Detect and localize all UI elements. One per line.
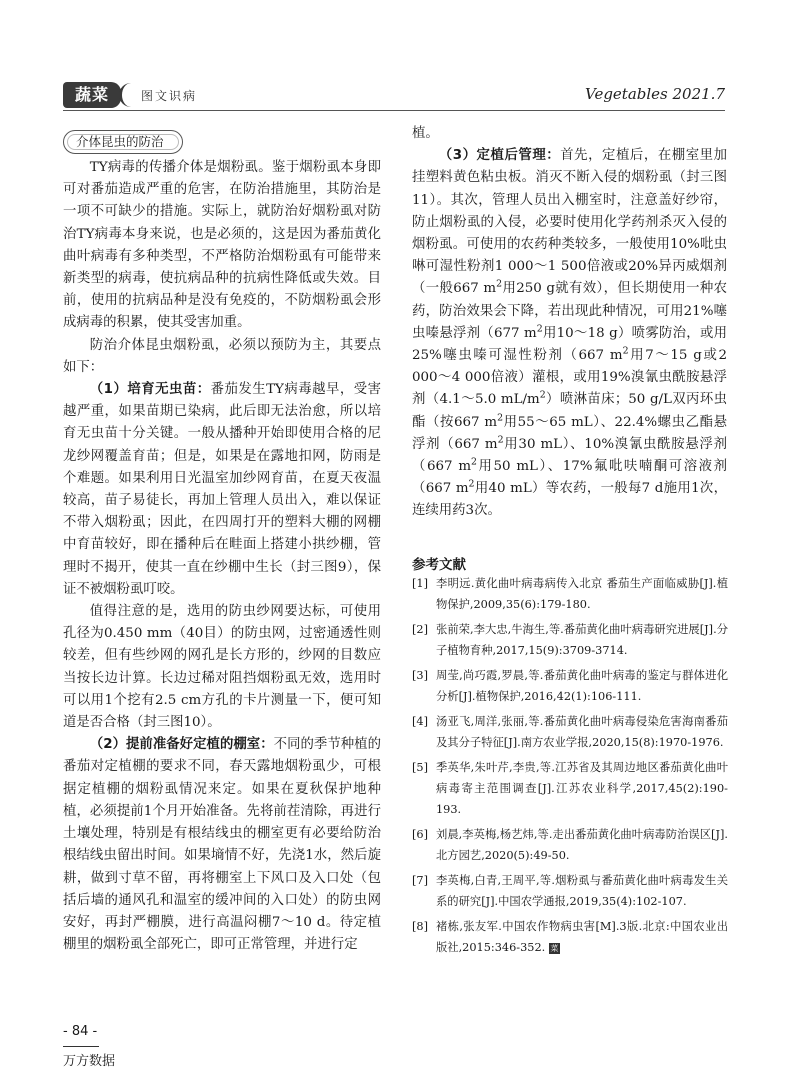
reference-number: [6] [412, 828, 429, 841]
reference-number: [7] [412, 874, 429, 887]
superscript: 2 [497, 412, 504, 424]
references-heading: 参考文献 [412, 557, 466, 573]
reference-item [412, 916, 728, 958]
reference-item [412, 619, 728, 661]
section-tag: 介体昆虫的防治 [63, 130, 183, 154]
superscript: 2 [471, 456, 477, 468]
reference-text: 褚栋,张友军.中国农作物病虫害[M].3版.北京:中国农业出版社,2015:346-352. [436, 920, 728, 954]
management-text: 用250 g就有效），但长期使用一种农药，防治效果会下降，若出现此种情况，可用21%噻虫嗪悬浮剂（677 m [412, 281, 727, 341]
header-rule [63, 110, 725, 111]
continued-text: 植。 [412, 126, 439, 141]
reference-number: [1] [412, 577, 429, 590]
footer-watermark: 万方数据 [63, 1054, 116, 1069]
management-text: 用50 mL）、17%氟吡呋喃酮可溶液剂（667 m [412, 459, 728, 497]
subheading-management: （3）定植后管理： [438, 148, 561, 164]
net-paragraph: 值得注意的是，选用的防虫纱网要达标，可使用孔径为0.450 mm（40目）的防虫网，过密通透性则较差，但有些纱网的网孔是长方形的，纱网的目数应当按长边计算。长边过稀对阻挡烟粉虱无效，选用时可以用1个挖有2.5 cm方孔的卡片测量一下，便可知道是否合格（封三图10）。 [63, 604, 381, 731]
page-number: - 84 - [63, 1024, 98, 1039]
reference-number: [3] [412, 669, 429, 682]
reference-text: 刘晨,李英梅,杨艺炜,等.走出番茄黄化曲叶病毒防治误区[J].北方园艺,2020(5):49-50. [436, 828, 728, 862]
body-paragraph: TY病毒的传播介体是烟粉虱。鉴于烟粉虱本身即可对番茄造成严重的危害，在防治措施里，其防治是一项不可缺少的措施。实际上，就防治好烟粉虱对防治TY病毒本身来说，也是必须的，这是因为番茄黄化曲叶病毒有多种类型，不严格防治烟粉虱有可能带来新类型的病毒，使抗病品种的抗病性降低或失效。目前，使用的抗病品种是没有免疫的，不防烟粉虱会形成病毒的积累，使其受害加重。 [63, 160, 381, 331]
superscript: 2 [622, 345, 629, 357]
reference-text: 周莹,尚巧霞,罗晨,等.番茄黄化曲叶病毒的鉴定与群体进化分析[J].植物保护,2016,42(1):106-111. [436, 669, 728, 703]
seedling-paragraph [63, 379, 381, 601]
management-text: 用7～15 g或2 000～4 000倍液）灌根，或用19%溴氰虫酰胺悬浮剂（4.1～5.0 mL/m [412, 348, 727, 408]
reference-text: 季英华,朱叶芹,李贵,等.江苏省及其周边地区番茄黄化曲叶病毒寄主范围调查[J].江苏农业科学,2017,45(2):190-193. [436, 761, 728, 816]
superscript: 2 [536, 323, 543, 335]
page-header [63, 82, 725, 108]
reference-text: 李明远.黄化曲叶病毒病传入北京 番茄生产面临威胁[J].植物保护,2009,35(6):179-180. [436, 577, 728, 611]
superscript: 2 [539, 389, 546, 401]
management-text: 用30 mL）、10%溴氰虫酰胺悬浮剂（667 m [412, 436, 728, 475]
reference-text: 李英梅,白青,王周平,等.烟粉虱与番茄黄化曲叶病毒发生关系的研究[J].中国农学通报,2019,35(4):102-107. [436, 874, 728, 908]
superscript: 2 [497, 434, 504, 446]
journal-issue: Vegetables 2021.7 [584, 85, 725, 103]
body-paragraph: 防治介体昆虫烟粉虱，必须以预防为主，其要点如下： [63, 337, 381, 375]
left-column [63, 157, 381, 956]
superscript: 2 [496, 278, 503, 290]
logo-bracket-decoration [119, 83, 132, 107]
management-text: 用40 mL）等农药，一般每7 d施用1次，连续用药3次。 [412, 481, 727, 519]
footer-rule [63, 1046, 99, 1047]
column-section-name: 图文识病 [141, 89, 198, 103]
greenhouse-paragraph [63, 734, 381, 956]
journal-logo: 蔬菜 [63, 82, 121, 108]
reference-item [412, 665, 728, 707]
reference-text: 汤亚飞,周洋,张丽,等.番茄黄化曲叶病毒侵染危害海南番茄及其分子特征[J].南方农业学报,2020,15(8):1970-1976. [436, 715, 728, 749]
reference-item [412, 824, 728, 866]
reference-item [412, 711, 728, 753]
reference-number: [4] [412, 715, 429, 728]
reference-number: [2] [412, 623, 429, 636]
management-text: 用10～18 g）喷雾防治，或用25%噻虫嗪可湿性粉剂（667 m [412, 325, 727, 364]
subheading-seedling: （1）培育无虫苗： [89, 382, 211, 398]
reference-number: [8] [412, 920, 429, 933]
end-mark-icon: 菜 [550, 943, 559, 953]
seedling-text: 番茄发生TY病毒越早，受害越严重，如果苗期已染病，此后即无法治愈，所以培育无虫苗十分关键。一般从播种开始即使用合格的尼龙纱网覆盖育苗；但是，如果是在露地扣网，防雨是个难题。如果利用日光温室加纱网育苗，在夏天夜温较高，苗子易徒长，再加上管理人员出入，难以保证不带入烟粉虱；因此，在四周打开的塑料大棚的网棚中育苗较好，即在播种后在畦面上搭建小拱纱棚，管理时不揭开，使其一直在纱棚中生长（封三图9），保证不被烟粉虱叮咬。 [63, 382, 381, 597]
superscript: 2 [468, 478, 475, 490]
reference-number: [5] [412, 761, 429, 774]
management-text: 首先，定植后，在棚室里加挂塑料黄色粘虫板。消灭不断入侵的烟粉虱（封三图11）。其次，管理人员出入棚室时，注意盖好纱帘，防止烟粉虱的入侵，必要时使用化学药剂杀灭入侵的烟粉虱。可使用的农药种类较多，一般使用10%吡虫啉可湿性粉剂1 000～1 500倍液或20%异丙威烟剂（一般667 m [412, 148, 727, 297]
reference-item [412, 573, 728, 615]
right-column [412, 123, 727, 523]
reference-text: 张前荣,李大忠,牛海生,等.番茄黄化曲叶病毒研究进展[J].分子植物育种,2017,15(9):3709-3714. [436, 623, 728, 657]
management-text: ）喷淋苗床；50 g/L双丙环虫酯（按667 m [412, 392, 727, 430]
subheading-greenhouse: （2）提前准备好定植的棚室： [89, 737, 274, 753]
management-text: 用55～65 mL）、22.4%螺虫乙酯悬浮剂（667 m [412, 414, 728, 452]
reference-item [412, 870, 728, 912]
greenhouse-text: 不同的季节种植的番茄对定植棚的要求不同，春天露地烟粉虱少，可根据定植棚的烟粉虱情况来定。如果在夏秋保护地种植，必须提前1个月开始准备。先将前茬清除，再进行土壤处理，特别是有根结线虫的棚室更有必要给防治根结线虫留出时间。如果墒情不好，先浇1水，然后旋耕，做到寸草不留，再将棚室上下风口及入口处（包括后墙的通风孔和温室的缓冲间的入口处）的防虫网安好，再封严棚膜，进行高温闷棚7～10 d。待定植棚里的烟粉虱全部死亡，即可正常管理，并进行定 [63, 737, 381, 953]
reference-item [412, 757, 728, 820]
references-list [412, 573, 728, 962]
management-paragraph [412, 145, 727, 522]
